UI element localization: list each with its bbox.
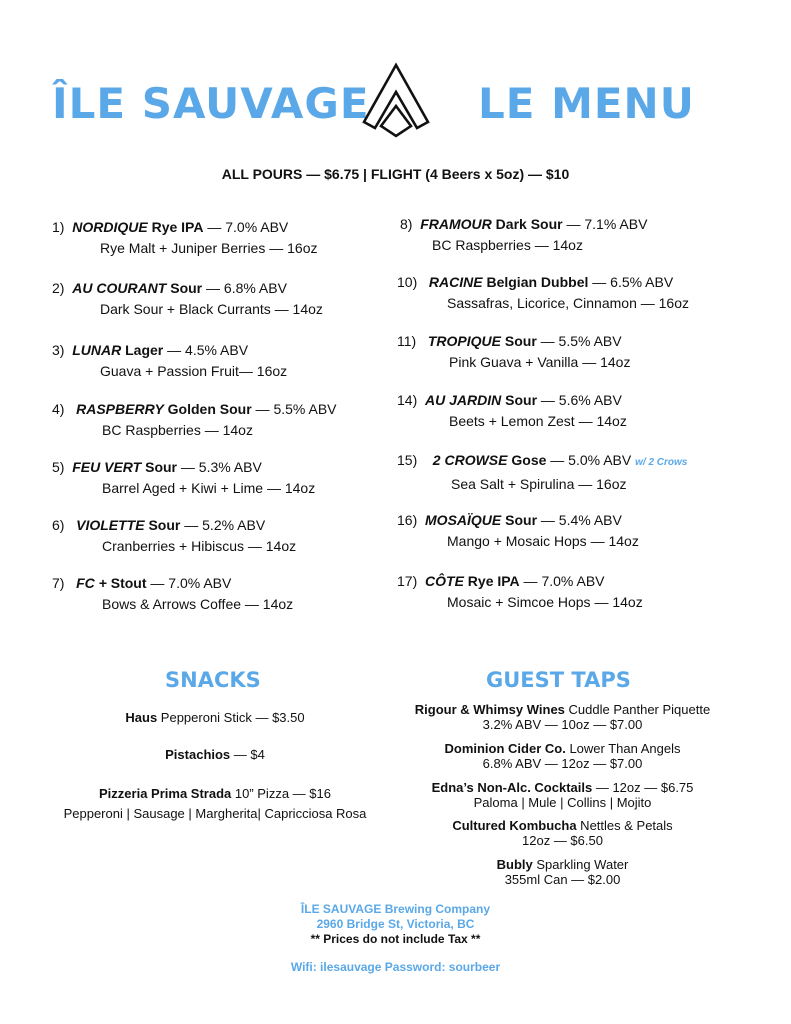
beer-notes: Mosaic + Simcoe Hops — 14oz <box>447 594 643 610</box>
beer-notes: Cranberries + Hibiscus — 14oz <box>102 538 297 554</box>
beer-style: Sour <box>505 392 538 408</box>
beer-style: Belgian Dubbel <box>486 274 589 290</box>
beer-name: 2 CROWSE <box>432 452 508 468</box>
beer-style: Gose <box>511 452 547 468</box>
beer-notes: Sea Salt + Spirulina — 16oz <box>451 476 627 492</box>
snack-item <box>30 747 400 762</box>
beer-number: 7) <box>52 575 65 591</box>
guest-tap-product: Cuddle Panther Piquette <box>564 702 711 717</box>
beer-item <box>397 451 687 493</box>
company-address: 2960 Bridge St, Victoria, BC <box>316 917 475 931</box>
beer-item <box>52 279 323 318</box>
guest-tap-product: — 12oz — $6.75 <box>592 780 694 795</box>
guest-taps-heading: GUEST TAPS <box>486 668 631 692</box>
collab-note: w/ 2 Crows <box>635 457 688 468</box>
beer-name: RASPBERRY <box>76 401 164 417</box>
beer-style: Sour <box>505 512 538 528</box>
pricing-line: ALL POURS — $6.75 | FLIGHT (4 Beers x 5oz) — $10 <box>221 166 570 182</box>
guest-tap-name: Edna’s Non-Alc. Cocktails <box>431 780 593 795</box>
beer-number: 17) <box>397 573 418 589</box>
menu-title: LE MENU <box>478 79 695 128</box>
beer-number: 10) <box>397 274 418 290</box>
beer-name: VIOLETTE <box>76 517 145 533</box>
beer-abv: — 7.0% ABV <box>203 219 289 235</box>
guest-tap-product: Nettles & Petals <box>576 818 673 833</box>
beer-name: TROPIQUE <box>427 333 501 349</box>
beer-notes: Guava + Passion Fruit— 16oz <box>100 363 288 379</box>
beer-abv: — 7.1% ABV <box>562 216 648 232</box>
guest-tap-details: 355ml Can — $2.00 <box>504 872 621 887</box>
guest-tap-item <box>390 780 735 810</box>
snack-price: — $4 <box>230 747 265 762</box>
beer-abv: — 6.5% ABV <box>588 274 674 290</box>
beer-name: RACINE <box>428 274 483 290</box>
guest-tap-item <box>390 818 735 848</box>
beer-abv: — 4.5% ABV <box>163 342 249 358</box>
guest-tap-product: Lower Than Angels <box>565 741 681 756</box>
beer-item <box>52 516 296 555</box>
beer-item <box>52 574 293 613</box>
tax-note: ** Prices do not include Tax ** <box>310 932 481 946</box>
beer-number: 6) <box>52 517 65 533</box>
guest-tap-product: Sparkling Water <box>532 857 629 872</box>
beer-abv: — 5.3% ABV <box>177 459 262 475</box>
beer-abv: — 5.5% ABV <box>251 401 337 417</box>
beer-number: 2) <box>52 280 65 296</box>
beer-style: Rye IPA <box>151 219 204 235</box>
beer-number: 15) <box>397 452 418 468</box>
beer-number: 5) <box>52 459 65 475</box>
beer-item <box>397 273 689 312</box>
beer-name: CÔTE <box>425 573 464 589</box>
beer-notes: BC Raspberries — 14oz <box>432 237 583 253</box>
arrow-chevron-logo-icon <box>361 62 431 138</box>
guest-tap-item <box>390 741 735 771</box>
beer-item <box>52 400 337 439</box>
beer-name: LUNAR <box>72 342 122 358</box>
guest-tap-name: Dominion Cider Co. <box>444 741 566 756</box>
beer-number: 4) <box>52 401 65 417</box>
beer-name: NORDIQUE <box>72 219 148 235</box>
snack-price: 10” Pizza — $16 <box>231 786 331 801</box>
guest-tap-details: Paloma | Mule | Collins | Mojito <box>473 795 652 810</box>
company-name: ÎLE SAUVAGE Brewing Company <box>300 902 491 916</box>
beer-notes: Rye Malt + Juniper Berries — 16oz <box>100 240 318 256</box>
beer-name: FEU VERT <box>72 459 142 475</box>
beer-number: 1) <box>52 219 65 235</box>
beer-style: Sour <box>504 333 537 349</box>
beer-abv: — 7.0% ABV <box>519 573 605 589</box>
brand-title: ÎLE SAUVAGE <box>52 79 370 128</box>
beer-notes: Barrel Aged + Kiwi + Lime — 14oz <box>102 480 316 496</box>
guest-tap-details: 12oz — $6.50 <box>522 833 603 848</box>
beer-name: FC + <box>76 575 107 591</box>
beer-notes: Beets + Lemon Zest — 14oz <box>449 413 627 429</box>
beer-notes: Pink Guava + Vanilla — 14oz <box>449 354 631 370</box>
beer-item <box>52 218 317 257</box>
beer-item <box>397 332 630 371</box>
snack-name: Pistachios <box>165 747 231 762</box>
beer-notes: Dark Sour + Black Currants — 14oz <box>100 301 323 317</box>
beer-name: AU JARDIN <box>425 392 502 408</box>
beer-style: Sour <box>148 517 181 533</box>
snack-name: Pizzeria Prima Strada <box>99 786 232 801</box>
beer-notes: BC Raspberries — 14oz <box>102 422 253 438</box>
beer-style: Stout <box>110 575 147 591</box>
beer-notes: Sassafras, Licorice, Cinnamon — 16oz <box>447 295 689 311</box>
footer <box>0 902 791 975</box>
beer-item <box>397 511 639 550</box>
beer-name: FRAMOUR <box>420 216 492 232</box>
snacks-heading: SNACKS <box>165 668 261 692</box>
guest-tap-name: Cultured Kombucha <box>452 818 577 833</box>
beer-item <box>52 458 315 497</box>
beer-notes: Bows & Arrows Coffee — 14oz <box>102 596 294 612</box>
guest-tap-details: 3.2% ABV — 10oz — $7.00 <box>482 717 643 732</box>
beer-name: MOSAÏQUE <box>425 512 502 528</box>
beer-abv: — 5.5% ABV <box>536 333 622 349</box>
pizza-options: Pepperoni | Sausage | Margherita| Capricciosa Rosa <box>63 806 367 821</box>
beer-abv: — 5.4% ABV <box>537 512 622 528</box>
snack-item <box>30 786 400 821</box>
snack-item <box>30 710 400 725</box>
beer-item <box>397 391 627 430</box>
beer-style: Sour <box>145 459 177 475</box>
guest-tap-details: 6.8% ABV — 12oz — $7.00 <box>482 756 643 771</box>
guest-tap-item <box>390 857 735 887</box>
beer-item <box>397 572 643 611</box>
beer-item <box>52 341 287 380</box>
beer-style: Dark Sour <box>495 216 563 232</box>
beer-notes: Mango + Mosaic Hops — 14oz <box>447 533 639 549</box>
beer-style: Lager <box>125 342 164 358</box>
beer-number: 16) <box>397 512 418 528</box>
beer-abv: — 5.6% ABV <box>537 392 622 408</box>
beer-style: Golden Sour <box>167 401 252 417</box>
guest-tap-item <box>390 702 735 732</box>
beer-abv: — 5.2% ABV <box>180 517 266 533</box>
guest-tap-name: Rigour & Whimsy Wines <box>414 702 565 717</box>
guest-tap-name: Bubly <box>496 857 533 872</box>
beer-abv: — 6.8% ABV <box>202 280 287 296</box>
beer-item <box>400 215 647 254</box>
beer-number: 14) <box>397 392 418 408</box>
beer-number: 3) <box>52 342 65 358</box>
beer-style: Rye IPA <box>467 573 520 589</box>
snack-price: Pepperoni Stick — $3.50 <box>157 710 305 725</box>
snack-name: Haus <box>125 710 158 725</box>
beer-number: 8) <box>400 216 413 232</box>
beer-abv: — 7.0% ABV <box>146 575 232 591</box>
beer-name: AU COURANT <box>72 280 167 296</box>
beer-style: Sour <box>170 280 203 296</box>
beer-abv: — 5.0% ABV <box>546 452 632 468</box>
beer-number: 11) <box>397 333 417 349</box>
wifi-info: Wifi: ilesauvage Password: sourbeer <box>290 960 501 974</box>
